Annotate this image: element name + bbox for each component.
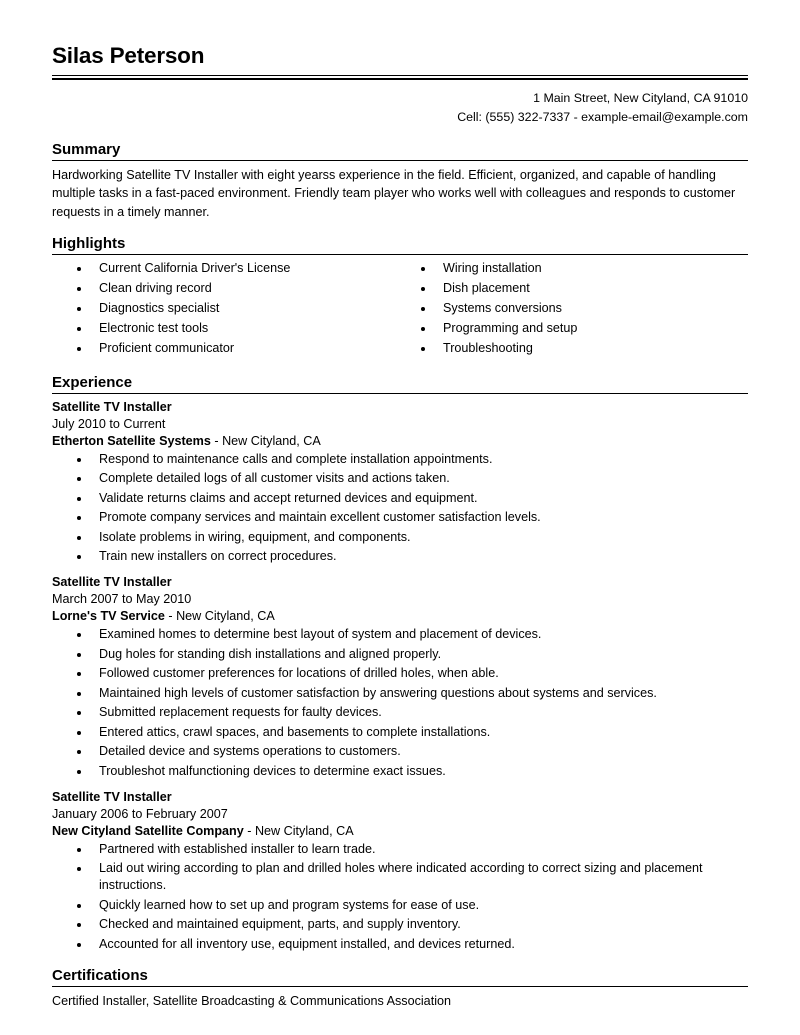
highlight-label: Electronic test tools [99,320,209,335]
list-item [74,665,748,682]
list-item [74,529,748,546]
section-certifications [52,967,748,1010]
list-item [74,763,748,780]
responsibility-text: Followed customer preferences for locations of drilled holes, when able. [99,666,499,681]
highlight-label: Diagnostics specialist [99,300,220,315]
responsibility-text: Maintained high levels of customer satisfaction by answering questions about systems and services. [99,685,657,700]
section-experience [52,374,748,953]
job-location: - New Cityland, CA [243,823,354,838]
job-title: Satellite TV Installer [52,575,172,590]
list-item [418,320,748,337]
list-item [418,340,748,357]
highlight-label: Troubleshooting [443,340,533,355]
section-title-summary: Summary [52,141,121,159]
experience-entry [52,574,748,780]
contact-phone-email: Cell: (555) 322-7337 - example-email@example.com [457,109,748,124]
candidate-name: Silas Peterson [52,43,205,68]
responsibility-text: Troubleshot malfunctioning devices to determine exact issues. [99,763,446,778]
highlight-label: Systems conversions [443,300,562,315]
job-dates: July 2010 to Current [52,416,166,431]
list-item [74,280,400,297]
highlights-list-left [74,260,400,357]
responsibility-text: Isolate problems in wiring, equipment, and components. [99,529,411,544]
list-item [74,509,748,526]
list-item [74,724,748,741]
section-rule-highlights [52,254,748,255]
list-item [74,340,400,357]
list-item [74,936,748,953]
responsibility-text: Validate returns claims and accept returned devices and equipment. [99,490,478,505]
highlight-label: Proficient communicator [99,340,235,355]
job-company-name: Etherton Satellite Systems [52,433,211,448]
section-rule-summary [52,160,748,161]
responsibility-text: Complete detailed logs of all customer visits and actions taken. [99,471,450,486]
responsibility-text: Train new installers on correct procedures. [99,549,337,564]
section-title-certifications: Certifications [52,966,148,984]
highlight-label: Wiring installation [443,260,542,275]
job-dates: January 2006 to February 2007 [52,806,228,821]
responsibility-text: Promote company services and maintain excellent customer satisfaction levels. [99,510,541,525]
list-item [74,685,748,702]
responsibility-text: Submitted replacement requests for faulty devices. [99,705,382,720]
section-summary [52,141,748,221]
responsibility-text: Detailed device and systems operations to customers. [99,744,401,759]
highlights-column-left [52,260,400,360]
highlights-columns [52,260,748,360]
header-rule-thin [52,75,748,76]
summary-text: Hardworking Satellite TV Installer with eight yearss experience in the field. Efficient, organized, and capable of handling multiple tasks in a fast-paced environment. Friendly team player who works well with colleagues and responds to customer requests in a timely manner. [52,168,736,219]
list-item [74,897,748,914]
highlight-label: Programming and setup [443,320,578,335]
list-item [74,841,748,858]
responsibility-text: Dug holes for standing dish installations and aligned properly. [99,646,442,661]
highlight-label: Current California Driver's License [99,260,291,275]
list-item [74,646,748,663]
job-responsibilities [52,841,748,953]
list-item [74,470,748,487]
certification-text: Certified Installer, Satellite Broadcasting & Communications Association [52,993,451,1008]
job-company-location [52,608,748,625]
job-company-location [52,433,748,450]
responsibility-text: Respond to maintenance calls and complete installation appointments. [99,451,493,466]
list-item [74,260,400,277]
highlights-column-right [400,260,748,360]
responsibility-text: Entered attics, crawl spaces, and basements to complete installations. [99,724,491,739]
section-rule-experience [52,393,748,394]
job-location: - New Cityland, CA [210,433,321,448]
list-item [74,860,748,894]
highlights-list-right [418,260,748,357]
experience-entry [52,789,748,953]
list-item [418,280,748,297]
contact-block [52,89,748,127]
list-item [74,451,748,468]
resume-header [52,44,748,127]
list-item [74,704,748,721]
responsibility-text: Accounted for all inventory use, equipment installed, and devices returned. [99,936,515,951]
responsibility-text: Checked and maintained equipment, parts, and supply inventory. [99,917,461,932]
job-company-name: Lorne's TV Service [52,609,165,624]
header-rule-thick [52,78,748,80]
job-responsibilities [52,626,748,780]
section-rule-certifications [52,986,748,987]
highlight-label: Dish placement [443,280,530,295]
job-title: Satellite TV Installer [52,399,172,414]
responsibility-text: Laid out wiring according to plan and drilled holes where indicated according to correct sizing and placement instructions. [99,861,703,893]
job-title: Satellite TV Installer [52,789,172,804]
job-company-name: New Cityland Satellite Company [52,823,244,838]
job-dates: March 2007 to May 2010 [52,592,192,607]
list-item [74,490,748,507]
list-item [74,626,748,643]
section-highlights [52,235,748,360]
list-item [74,916,748,933]
responsibility-text: Quickly learned how to set up and program systems for ease of use. [99,897,480,912]
list-item [74,743,748,760]
job-company-location [52,823,748,840]
list-item [418,300,748,317]
experience-entry [52,399,748,566]
responsibility-text: Partnered with established installer to learn trade. [99,841,376,856]
responsibility-text: Examined homes to determine best layout of system and placement of devices. [99,627,542,642]
list-item [74,300,400,317]
job-location: - New Cityland, CA [164,609,275,624]
list-item [418,260,748,277]
highlight-label: Clean driving record [99,280,212,295]
job-responsibilities [52,451,748,566]
list-item [74,320,400,337]
contact-address: 1 Main Street, New Cityland, CA 91010 [533,90,748,105]
section-title-experience: Experience [52,373,133,391]
section-title-highlights: Highlights [52,234,126,252]
list-item [74,548,748,565]
